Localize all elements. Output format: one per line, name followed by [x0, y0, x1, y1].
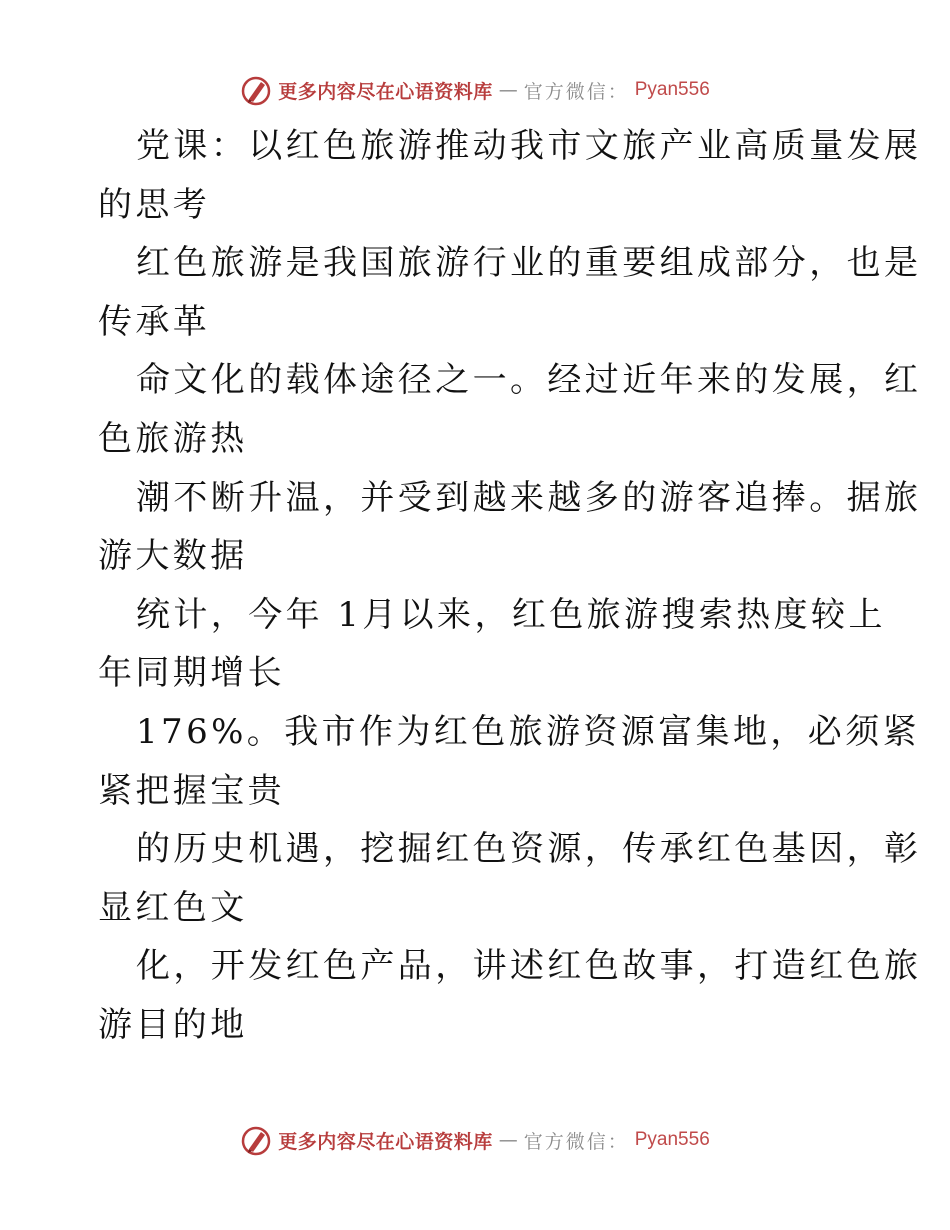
text-line: 176%。我市作为红色旅游资源富集地，必须紧 [136, 711, 921, 752]
text-line: 紧把握宝贵 [98, 770, 285, 811]
text-line: 潮不断升温，并受到越来越多的游客追捧。据旅 [136, 477, 922, 518]
watermark-dash: — [498, 1129, 518, 1151]
text-line: 色旅游热 [98, 418, 248, 459]
document-title-line-1: 党课：以红色旅游推动我市文旅产业高质量发展 [136, 126, 922, 166]
text-line: 游大数据 [98, 536, 248, 577]
text-line: 红色旅游是我国旅游行业的重要组成部分，也是 [136, 243, 922, 284]
watermark-label: 官方微信： [523, 80, 629, 103]
pen-logo-icon [240, 1124, 272, 1156]
watermark-label: 官方微信： [523, 1130, 629, 1153]
text-line: 传承革 [98, 301, 211, 342]
footer-watermark [0, 1120, 950, 1160]
text-line: 游目的地 [98, 1004, 248, 1045]
text-line: 年同期增长 [98, 653, 285, 694]
watermark-brand: 更多内容尽在心语资料库 [278, 80, 493, 103]
text-line: 化，开发红色产品，讲述红色故事，打造红色旅 [136, 946, 922, 987]
watermark-wechat-id: Pyan556 [634, 1129, 710, 1150]
text-line: 的历史机遇，挖掘红色资源，传承红色基因，彰 [136, 829, 922, 870]
text-line: 显红色文 [98, 887, 248, 928]
document-title-line-2: 的思考 [98, 184, 211, 225]
header-watermark [0, 70, 950, 110]
document-body [98, 117, 922, 1055]
watermark-wechat-id: Pyan556 [634, 79, 710, 100]
text-line: 统计，今年 1月以来，红色旅游搜索热度较上 [136, 594, 886, 635]
pen-logo-icon [240, 74, 272, 106]
text-line: 命文化的载体途径之一。经过近年来的发展，红 [136, 360, 922, 401]
watermark-dash: — [498, 79, 518, 101]
watermark-brand: 更多内容尽在心语资料库 [278, 1130, 493, 1153]
